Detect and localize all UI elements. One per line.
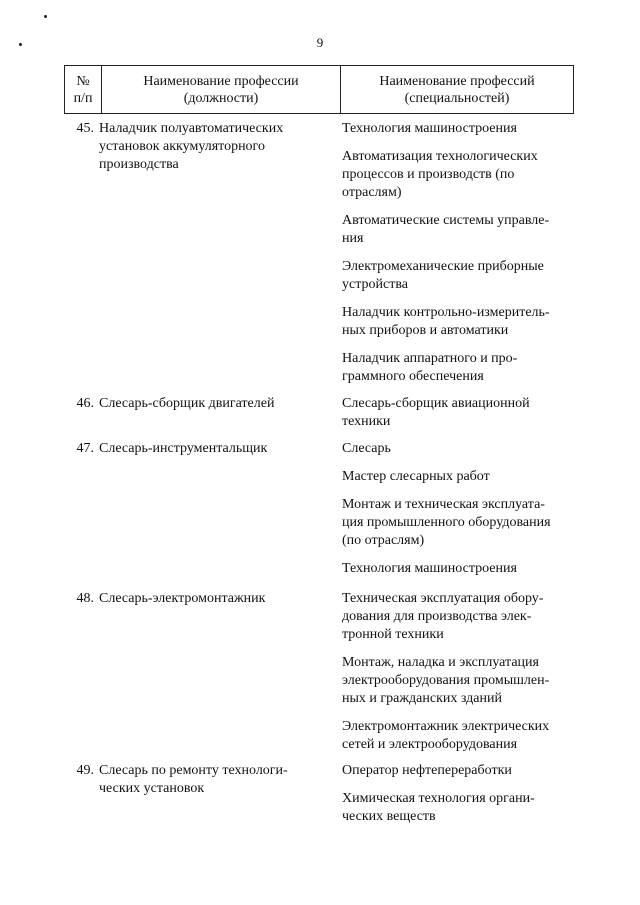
occupation-name [98,440,310,458]
row-number: 48. [76,591,94,606]
row-number: 47. [76,441,94,456]
table-header [64,65,574,114]
specialty-line: Автоматические системы управле- [342,213,550,228]
specialty-line: электрооборудования промышлен- [342,673,550,688]
occupation-line: производства [99,157,179,172]
specialty-line: Монтаж, наладка и эксплуатация [342,655,539,670]
specialty-item [342,304,576,340]
specialty-item [342,440,576,458]
occupation-line: Слесарь по ремонту технологи- [99,763,288,778]
specialty-item [342,212,576,248]
occupation-line: Слесарь-сборщик двигателей [99,396,275,411]
specialty-line: ция промышленного оборудования [342,515,551,530]
specialty-item [342,120,576,138]
specialty-line: Электромонтажник электрических [342,719,550,734]
table-row [64,590,576,752]
specialty-line: ных и гражданских зданий [342,691,502,706]
specialty-line: ческих веществ [342,809,436,824]
specialty-line: Электромеханические приборные [342,259,544,274]
specialty-line: тронной техники [342,627,444,642]
row-number: 49. [76,763,94,778]
header-specialties-line: Наименование профессий [379,73,535,89]
specialty-item [342,590,576,644]
specialty-line: Технология машиностроения [342,121,517,136]
specialty-item [342,350,576,386]
specialty-item [342,496,576,550]
specialty-line: Автоматизация технологических [342,149,538,164]
specialty-item [342,560,576,578]
specialty-line: (по отраслям) [342,533,425,548]
row-number: 45. [76,121,94,136]
specialty-item [342,654,576,708]
specialty-list [342,120,576,396]
occupation-line: Слесарь-инструментальщик [99,441,268,456]
specialty-item [342,258,576,294]
occupation-name [98,762,310,798]
specialty-line: Химическая технология органи- [342,791,535,806]
specialty-line: сетей и электрооборудования [342,737,518,752]
specialty-item [342,395,576,431]
specialty-line: Мастер слесарных работ [342,469,490,484]
specialty-line: ния [342,231,364,246]
specialty-line: процессов и производств (по [342,167,515,182]
scan-speck [44,15,47,18]
header-occupation-line: Наименование профессии [143,73,299,89]
specialty-item [342,762,576,780]
specialty-line: дования для производства элек- [342,609,532,624]
header-occupation-line: (должности) [183,90,259,106]
table-row [64,395,576,429]
specialty-line: Оператор нефтепереработки [342,763,512,778]
occupation-line: установок аккумуляторного [99,139,265,154]
header-occupation [102,66,341,113]
header-specialties-line: (специальностей) [404,90,510,106]
specialty-line: Технология машиностроения [342,561,517,576]
page-number: 9 [316,35,324,50]
specialty-item [342,718,576,754]
table-row [64,762,576,824]
occupation-name [98,395,310,413]
occupation-line: Наладчик полуавтоматических [99,121,284,136]
specialty-list [342,440,576,588]
specialty-line: Наладчик контрольно-измеритель- [342,305,550,320]
specialty-line: Слесарь-сборщик авиационной [342,396,530,411]
specialty-line: Слесарь [342,441,391,456]
specialty-list [342,762,576,836]
specialty-line: Техническая эксплуатация обору- [342,591,544,606]
specialty-item [342,790,576,826]
specialty-line: техники [342,414,391,429]
header-num [65,66,102,113]
occupation-line: Слесарь-электромонтажник [99,591,266,606]
specialty-line: устройства [342,277,408,292]
specialty-item [342,468,576,486]
specialty-line: ных приборов и автоматики [342,323,509,338]
header-specialties [341,66,573,113]
table-row [64,120,576,384]
table-row [64,440,576,576]
occupation-name [98,120,310,174]
specialty-list [342,395,576,441]
header-num-line: № [76,73,90,89]
specialty-line: Наладчик аппаратного и про- [342,351,518,366]
specialty-line: Монтаж и техническая эксплуата- [342,497,545,512]
specialty-line: граммного обеспечения [342,369,484,384]
specialty-item [342,148,576,202]
specialty-list [342,590,576,764]
occupation-line: ческих установок [99,781,205,796]
occupation-name [98,590,310,608]
row-number: 46. [76,396,94,411]
specialty-line: отраслям) [342,185,402,200]
header-num-line: п/п [73,90,93,106]
